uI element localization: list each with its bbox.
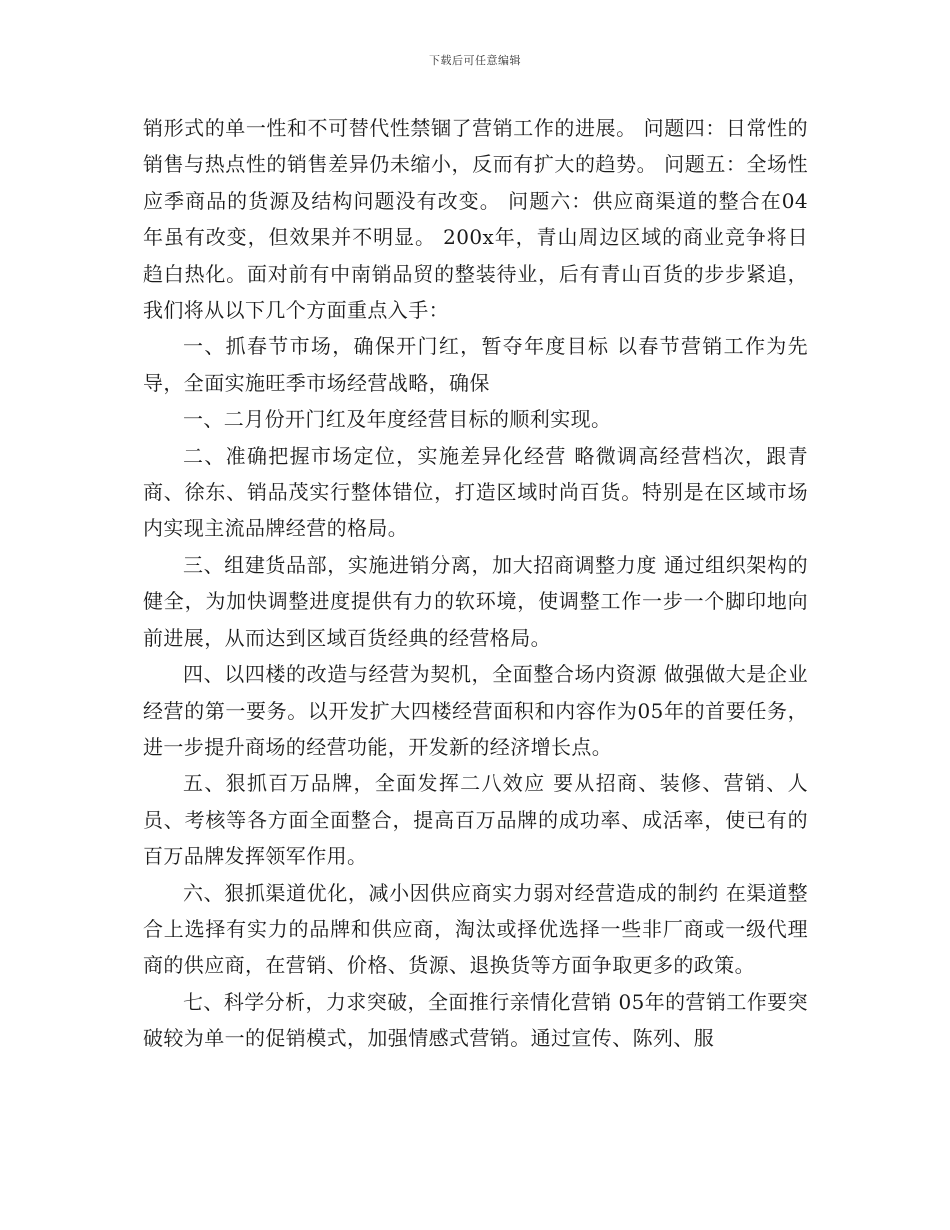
paragraph-5: 三、组建货品部，实施进销分离，加大招商调整力度 通过组织架构的健全，为加快调整进度提供有力的软环境，使调整工作一步一个脚印地向前进展，从而达到区域百货经典的经营格局。 [143, 552, 808, 650]
page-header: 下载后可任意编辑 [429, 54, 521, 67]
document-body [143, 110, 808, 1057]
paragraph-9: 七、科学分析，力求突破，全面推行亲情化营销 05年的营销工作要突破较为单一的促销模式，加强情感式营销。通过宣传、陈列、服 [143, 989, 808, 1051]
paragraph-8: 六、狠抓渠道优化，减小因供应商实力弱对经营造成的制约 在渠道整合上选择有实力的品牌和供应商，淘汰或择优选择一些非厂商或一级代理商的供应商，在营销、价格、货源、退换货等方面争取更多的政策。 [143, 880, 808, 978]
paragraph-7: 五、狠抓百万品牌，全面发挥二八效应 要从招商、装修、营销、人员、考核等各方面全面整合，提高百万品牌的成功率、成活率，使已有的百万品牌发挥领军作用。 [143, 771, 808, 869]
paragraph-1: 销形式的单一性和不可替代性禁锢了营销工作的进展。 问题四：日常性的销售与热点性的销售差异仍未缩小，反而有扩大的趋势。 问题五：全场性应季商品的货源及结构问题没有改变。 问题六：供应商渠道的整合在04年虽有改变，但效果并不明显。 200x年，青山周边区域的商业竞争将日趋白热化。面对前有中南销品贸的整装待业，后有青山百货的步步紧追，我们将从以下几个方面重点入手： [143, 116, 808, 323]
paragraph-4: 二、准确把握市场定位，实施差异化经营 略微调高经营档次，跟青商、徐东、销品茂实行整体错位，打造区域时尚百货。特别是在区域市场内实现主流品牌经营的格局。 [143, 443, 808, 541]
paragraph-2: 一、抓春节市场，确保开门红，暂夺年度目标 以春节营销工作为先导，全面实施旺季市场经营战略，确保 [143, 334, 808, 395]
paragraph-6: 四、以四楼的改造与经营为契机，全面整合场内资源 做强做大是企业经营的第一要务。以开发扩大四楼经营面积和内容作为05年的首要任务，进一步提升商场的经营功能，开发新的经济增长点。 [143, 662, 808, 759]
paragraph-3: 一、二月份开门红及年度经营目标的顺利实现。 [183, 407, 612, 432]
